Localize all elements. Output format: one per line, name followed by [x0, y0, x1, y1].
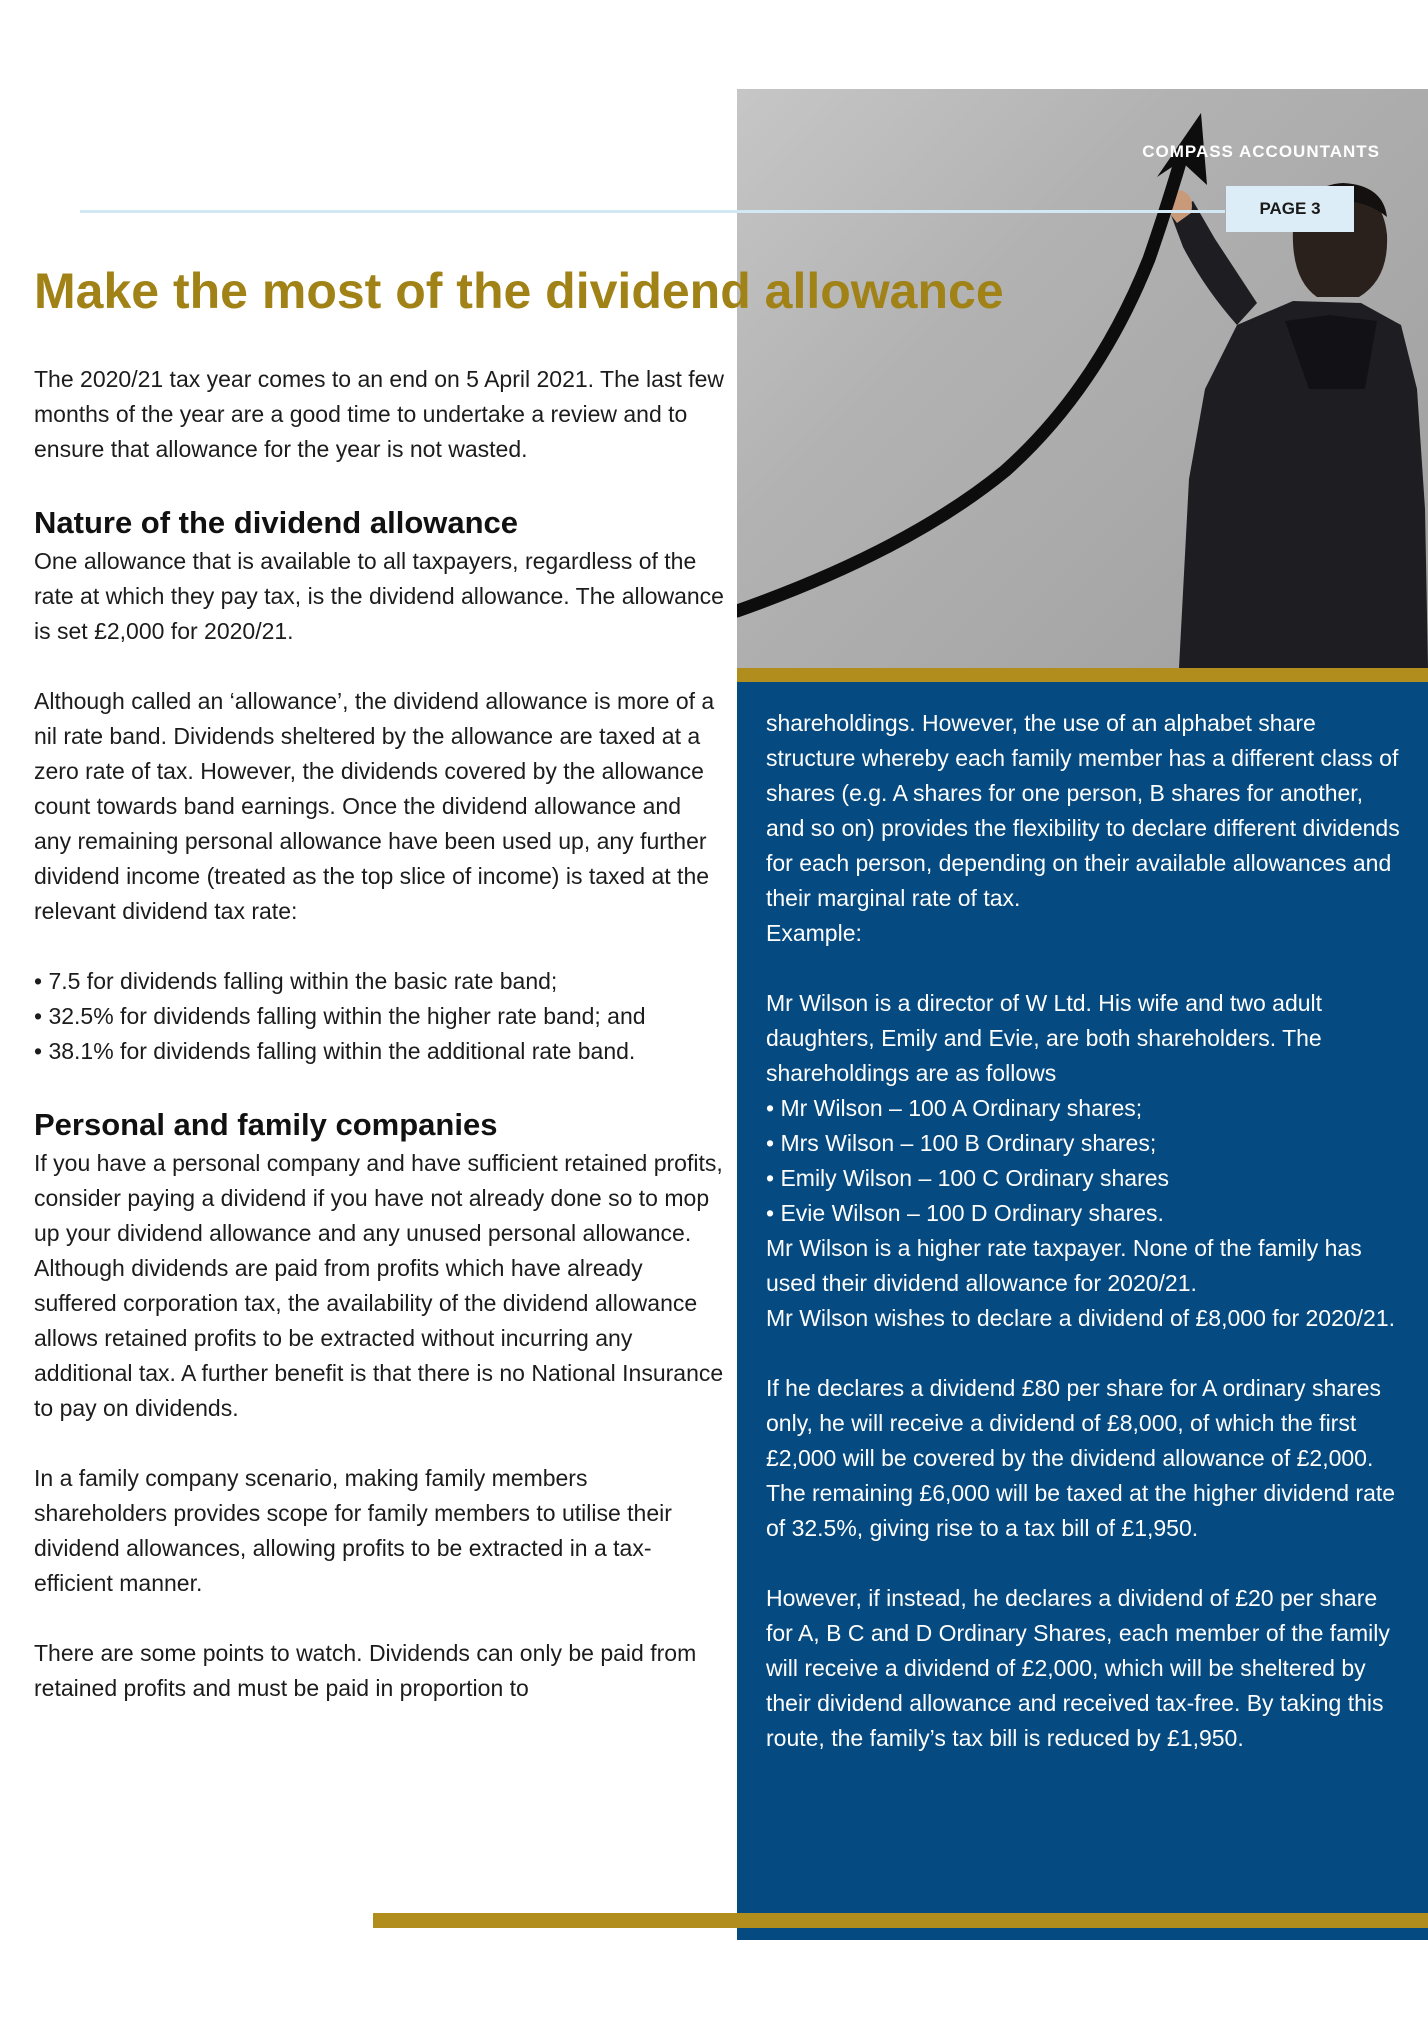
paragraph: Mr Wilson is a director of W Ltd. His wife and two adult daughters, Emily and Evie, are both shareholders. The shareholdings are as follows: [766, 990, 1323, 1086]
left-column: [34, 362, 724, 1706]
paragraph: Mr Wilson wishes to declare a dividend of £8,000 for 2020/21.: [766, 1305, 1396, 1331]
paragraph: In a family company scenario, making family members shareholders provides scope for family members to utilise their dividend allowances, allowing profits to be extracted in a tax-efficient manner.: [34, 1465, 672, 1596]
holding-item: • Mr Wilson – 100 A Ordinary shares;: [766, 1095, 1143, 1121]
holding-item: • Evie Wilson – 100 D Ordinary shares.: [766, 1200, 1164, 1226]
paragraph: If you have a personal company and have sufficient retained profits, consider paying a dividend if you have not already done so to mop up your dividend allowance and any unused personal allowance. Although dividends are paid from profits which have already suffered corporation tax, the availability of the dividend allowance allows retained profits to be extracted without incurring any additional tax. A further benefit is that there is no National Insurance to pay on dividends.: [34, 1150, 724, 1421]
paragraph: If he declares a dividend £80 per share for A ordinary shares only, he will receive a dividend of £8,000, of which the first £2,000 will be covered by the dividend allowance of £2,000. The remaining £6,000 will be taxed at the higher dividend rate of 32.5%, giving rise to a tax bill of £1,950.: [766, 1375, 1396, 1541]
bullet-item: • 32.5% for dividends falling within the higher rate band; and: [34, 1003, 646, 1029]
brand-name: COMPASS ACCOUNTANTS: [1142, 142, 1380, 161]
footer-gold-bar: [373, 1913, 1428, 1928]
page-title: Make the most of the dividend allowance: [34, 263, 1004, 319]
holding-item: • Emily Wilson – 100 C Ordinary shares: [766, 1165, 1170, 1191]
paragraph: Although called an ‘allowance’, the dividend allowance is more of a nil rate band. Dividends sheltered by the allowance are taxed at a zero rate of tax. However, the dividends covered by the allowance count towards band earnings. Once the dividend allowance and any remaining personal allowance have been used up, any further dividend income (treated as the top slice of income) is taxed at the relevant dividend tax rate:: [34, 688, 715, 924]
paragraph: shareholdings. However, the use of an alphabet share structure whereby each family member has a different class of shares (e.g. A shares for one person, B shares for another, and so on) provides the flexibility to declare different dividends for each person, depending on their available allowances and their marginal rate of tax.: [766, 710, 1400, 911]
header-divider: [80, 210, 1225, 213]
bullet-item: • 38.1% for dividends falling within the additional rate band.: [34, 1038, 636, 1064]
bullet-item: • 7.5 for dividends falling within the basic rate band;: [34, 968, 558, 994]
growth-arrow-illustration: [737, 89, 1428, 668]
paragraph: There are some points to watch. Dividends can only be paid from retained profits and must be paid in proportion to: [34, 1640, 697, 1701]
page-number-badge: PAGE 3: [1226, 186, 1354, 232]
intro-paragraph: The 2020/21 tax year comes to an end on 5 April 2021. The last few months of the year are a good time to undertake a review and to ensure that allowance for the year is not wasted.: [34, 366, 725, 462]
section-heading-dividend-allowance: Nature of the dividend allowance: [34, 505, 519, 540]
arrow-graphic: [737, 113, 1207, 611]
gold-accent-band: [737, 668, 1428, 682]
hero-image: [737, 89, 1428, 668]
right-column: [766, 706, 1406, 1756]
section-heading-family-companies: Personal and family companies: [34, 1107, 498, 1142]
holding-item: • Mrs Wilson – 100 B Ordinary shares;: [766, 1130, 1157, 1156]
businessman-figure: [1163, 183, 1428, 668]
paragraph: One allowance that is available to all taxpayers, regardless of the rate at which they pay tax, is the dividend allowance. The allowance is set £2,000 for 2020/21.: [34, 548, 724, 644]
paragraph: However, if instead, he declares a dividend of £20 per share for A, B C and D Ordinary Shares, each member of the family will receive a dividend of £2,000, which will be sheltered by their dividend allowance and received tax-free. By taking this route, the family’s tax bill is reduced by £1,950.: [766, 1585, 1390, 1751]
example-label: Example:: [766, 920, 862, 946]
paragraph: Mr Wilson is a higher rate taxpayer. None of the family has used their dividend allowance for 2020/21.: [766, 1235, 1362, 1296]
